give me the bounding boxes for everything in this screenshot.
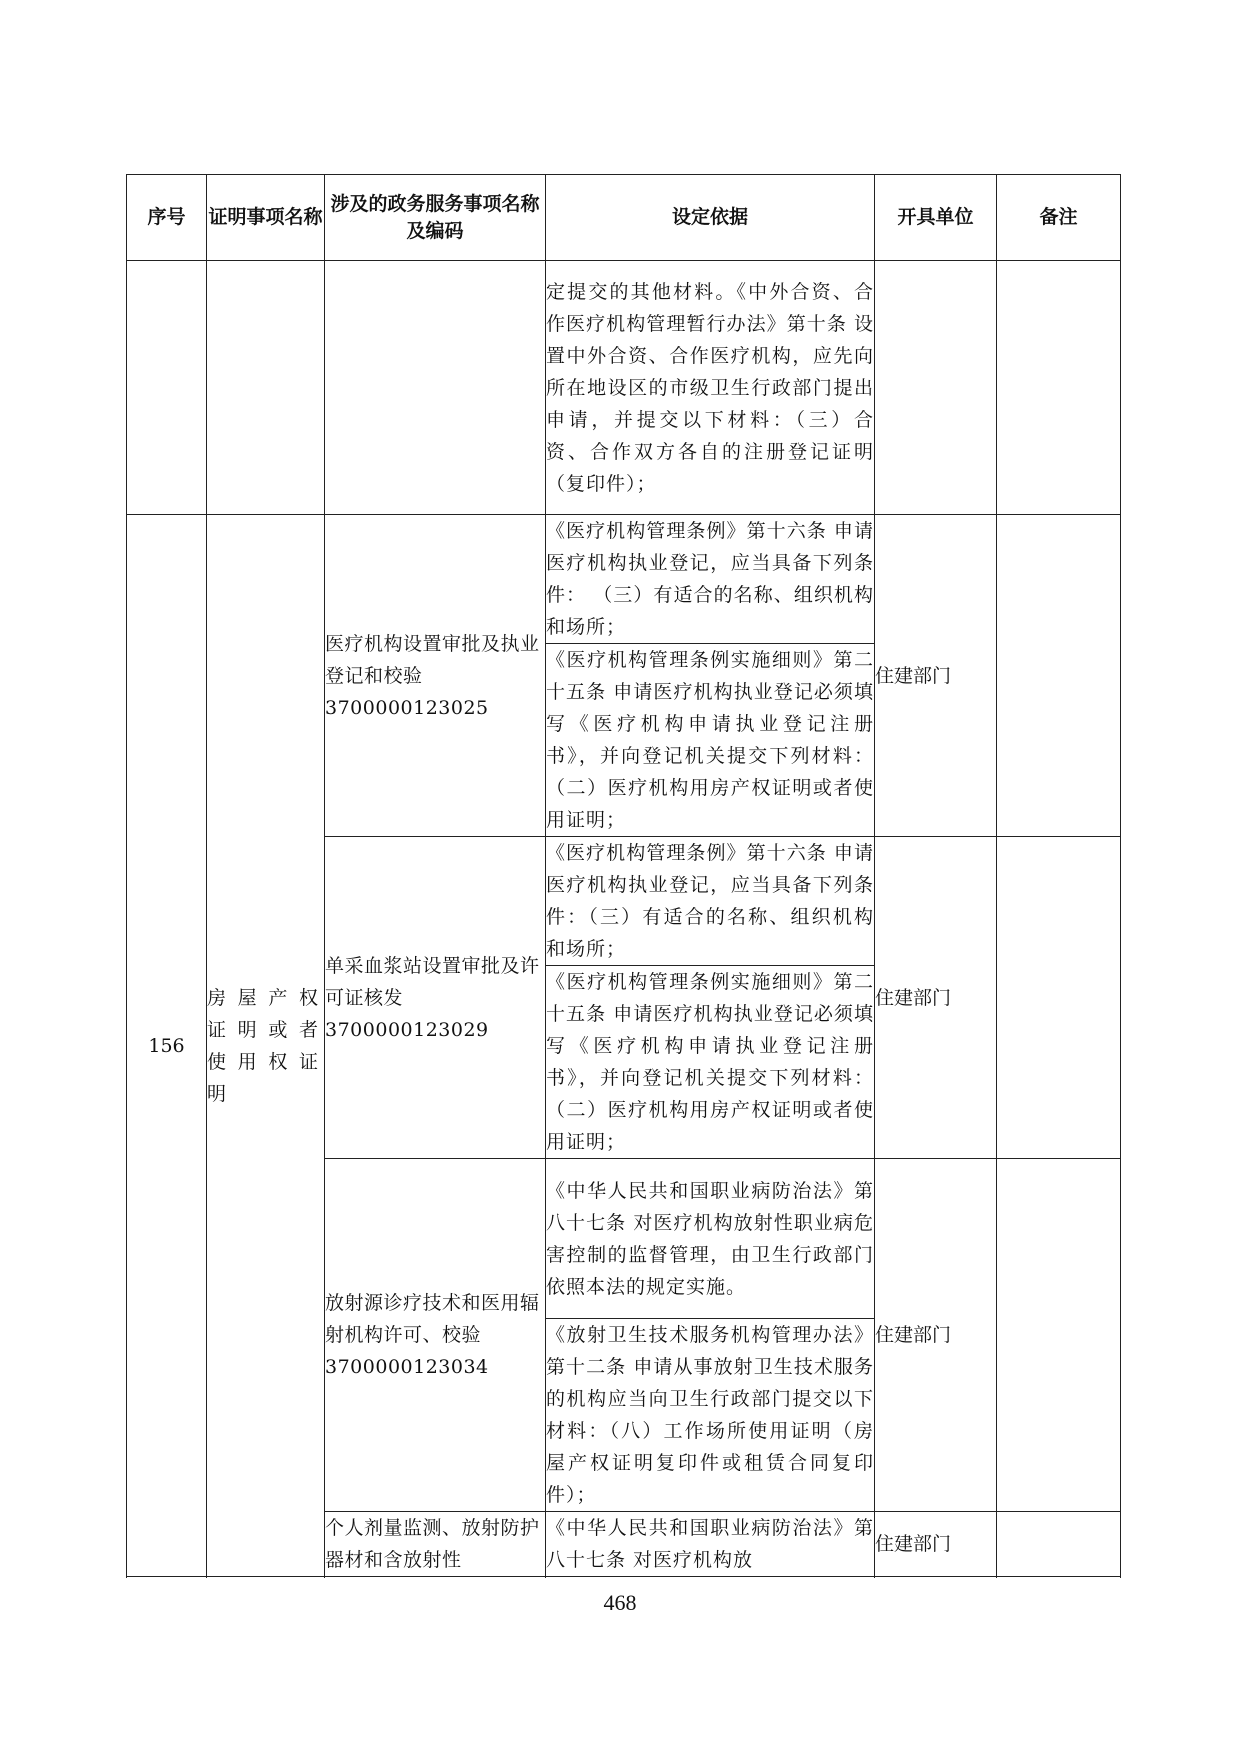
- continuation-basis: 定提交的其他材料。《中外合资、合作医疗机构管理暂行办法》第十条 设置中外合资、合作医疗机构，应先向所在地设区的市级卫生行政部门提出申请，并提交以下材料：（三）合资、合作双方各自的注册登记证明（复印件）；: [546, 261, 875, 515]
- basis-text: 《放射卫生技术服务机构管理办法》第十二条 申请从事放射卫生技术服务的机构应当向卫生行政部门提交以下材料：（八）工作场所使用证明（房屋产权证明复印件或租赁合同复印件）；: [546, 1319, 875, 1512]
- document-table: [126, 174, 1121, 1577]
- continuation-row: [127, 261, 1121, 515]
- issuer-unit: 住建部门: [875, 1159, 997, 1512]
- issuer-unit: 住建部门: [875, 1512, 997, 1577]
- remark-cell: [997, 837, 1121, 1159]
- record-seq: 156: [127, 515, 207, 1577]
- continuation-remark-cell: [997, 261, 1121, 515]
- basis-text: 《医疗机构管理条例实施细则》第二十五条 申请医疗机构执业登记必须填写《医疗机构申请执业登记注册书》，并向登记机关提交下列材料： （二）医疗机构用房产权证明或者使用证明；: [546, 644, 875, 837]
- continuation-item-cell: [207, 261, 325, 515]
- header-basis: 设定依据: [546, 175, 875, 261]
- header-remark: 备注: [997, 175, 1121, 261]
- header-item: 证明事项名称: [207, 175, 325, 261]
- basis-text: 《医疗机构管理条例实施细则》第二十五条 申请医疗机构执业登记必须填写《医疗机构申请执业登记注册书》，并向登记机关提交下列材料： （二）医疗机构用房产权证明或者使用证明；: [546, 966, 875, 1159]
- remark-cell: [997, 1512, 1121, 1577]
- header-service: 涉及的政务服务事项名称及编码: [325, 175, 546, 261]
- header-row: [127, 175, 1121, 261]
- basis-text: 《医疗机构管理条例》第十六条 申请医疗机构执业登记，应当具备下列条件： （三）有适合的名称、组织机构和场所；: [546, 515, 875, 644]
- service-name: 医疗机构设置审批及执业登记和校验3700000123025: [325, 515, 546, 837]
- header-seq: 序号: [127, 175, 207, 261]
- remark-cell: [997, 515, 1121, 837]
- header-issuer: 开具单位: [875, 175, 997, 261]
- service-name: 放射源诊疗技术和医用辐射机构许可、校验 3700000123034: [325, 1159, 546, 1512]
- issuer-unit: 住建部门: [875, 837, 997, 1159]
- issuer-unit: 住建部门: [875, 515, 997, 837]
- table-row: [127, 515, 1121, 644]
- service-name: 单采血浆站设置审批及许可证核发3700000123029: [325, 837, 546, 1159]
- continuation-issuer-cell: [875, 261, 997, 515]
- basis-text: 《医疗机构管理条例》第十六条 申请医疗机构执业登记，应当具备下列条件：（三）有适合的名称、组织机构和场所；: [546, 837, 875, 966]
- page-number: 468: [603, 1590, 637, 1615]
- remark-cell: [997, 1159, 1121, 1512]
- record-item: 房屋产权证明或者使用权证明: [207, 515, 325, 1577]
- basis-text: 《中华人民共和国职业病防治法》第八十七条 对医疗机构放射性职业病危害控制的监督管理，由卫生行政部门依照本法的规定实施。: [546, 1159, 875, 1319]
- service-name: 个人剂量监测、放射防护器材和含放射性: [325, 1512, 546, 1577]
- continuation-seq-cell: [127, 261, 207, 515]
- continuation-service-cell: [325, 261, 546, 515]
- basis-text: 《中华人民共和国职业病防治法》第八十七条 对医疗机构放: [546, 1512, 875, 1577]
